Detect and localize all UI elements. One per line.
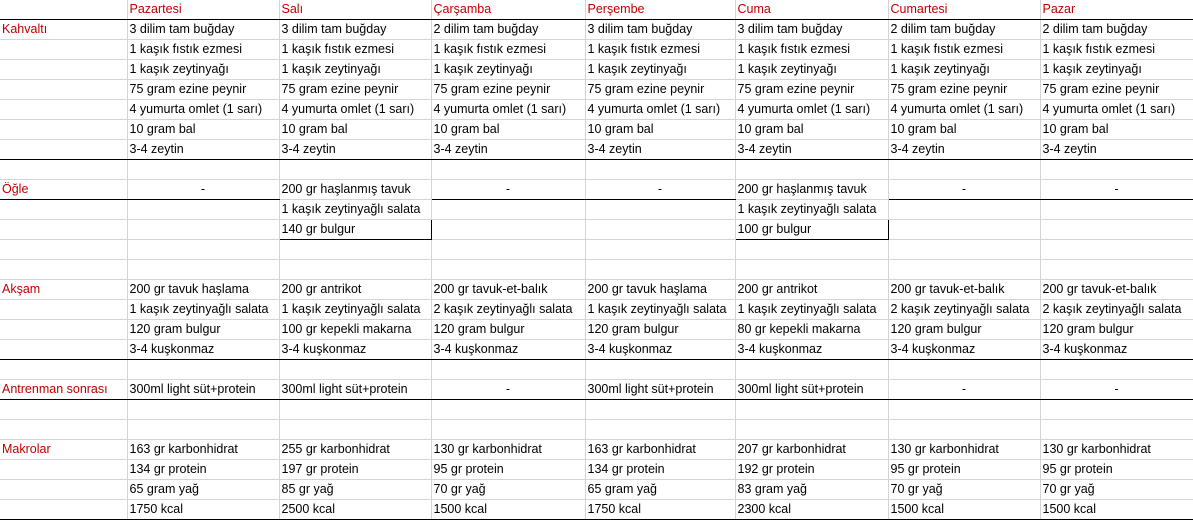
meal-cell-pazartesi[interactable]: 3-4 zeytin: [127, 140, 279, 160]
label-cell[interactable]: [0, 220, 127, 240]
empty-cell[interactable]: [1040, 400, 1193, 420]
corner-cell[interactable]: [0, 0, 127, 20]
meal-cell-sali[interactable]: 140 gr bulgur: [279, 220, 431, 240]
sheet-row: [0, 160, 1193, 180]
meal-cell-carsamba[interactable]: 3-4 kuşkonmaz: [431, 340, 585, 360]
meal-cell-carsamba[interactable]: -: [431, 180, 585, 200]
meal-cell-persembe[interactable]: 3 dilim tam buğday: [585, 20, 735, 40]
meal-cell-sali[interactable]: 1 kaşık zeytinyağlı salata: [279, 200, 431, 220]
meal-cell-pazartesi[interactable]: 1 kaşık zeytinyağlı salata: [127, 300, 279, 320]
meal-cell-sali[interactable]: 300ml light süt+protein: [279, 380, 431, 400]
meal-cell-cuma[interactable]: 10 gram bal: [735, 120, 888, 140]
meal-cell-cuma[interactable]: 300ml light süt+protein: [735, 380, 888, 400]
empty-cell[interactable]: [735, 400, 888, 420]
empty-cell[interactable]: [1040, 240, 1193, 260]
sheet-row: [0, 40, 1193, 60]
empty-cell[interactable]: [888, 400, 1040, 420]
meal-cell-pazartesi[interactable]: [127, 220, 279, 240]
sheet-row: [0, 20, 1193, 40]
meal-cell-sali[interactable]: 1 kaşık zeytinyağlı salata: [279, 300, 431, 320]
meal-cell-persembe[interactable]: [585, 200, 735, 220]
label-cell[interactable]: [0, 460, 127, 480]
meal-cell-persembe[interactable]: 1 kaşık zeytinyağlı salata: [585, 300, 735, 320]
meal-cell-sali[interactable]: 200 gr antrikot: [279, 280, 431, 300]
meal-cell-sali[interactable]: 1 kaşık zeytinyağı: [279, 60, 431, 80]
empty-cell[interactable]: [735, 160, 888, 180]
meal-cell-sali[interactable]: 255 gr karbonhidrat: [279, 440, 431, 460]
meal-cell-carsamba[interactable]: 200 gr tavuk-et-balık: [431, 280, 585, 300]
meal-cell-cuma[interactable]: 4 yumurta omlet (1 sarı): [735, 100, 888, 120]
meal-cell-cumartesi[interactable]: 120 gram bulgur: [888, 320, 1040, 340]
label-cell[interactable]: [0, 200, 127, 220]
label-cell[interactable]: [0, 360, 127, 380]
meal-cell-pazar[interactable]: 2 kaşık zeytinyağlı salata: [1040, 300, 1193, 320]
sheet-row: [0, 460, 1193, 480]
row-label-ogle[interactable]: Öğle: [0, 180, 127, 200]
empty-cell[interactable]: [431, 400, 585, 420]
meal-cell-carsamba[interactable]: 70 gr yağ: [431, 480, 585, 500]
sheet-row: [0, 60, 1193, 80]
meal-cell-persembe[interactable]: 1 kaşık zeytinyağı: [585, 60, 735, 80]
meal-cell-pazar[interactable]: [1040, 220, 1193, 240]
meal-cell-cuma[interactable]: 200 gr haşlanmış tavuk: [735, 180, 888, 200]
empty-cell[interactable]: [888, 260, 1040, 280]
meal-cell-pazartesi[interactable]: 1 kaşık fıstık ezmesi: [127, 40, 279, 60]
meal-cell-sali[interactable]: 100 gr kepekli makarna: [279, 320, 431, 340]
meal-cell-cumartesi[interactable]: 130 gr karbonhidrat: [888, 440, 1040, 460]
meal-cell-persembe[interactable]: 65 gram yağ: [585, 480, 735, 500]
label-cell[interactable]: [0, 100, 127, 120]
empty-cell[interactable]: [127, 420, 279, 440]
meal-cell-pazar[interactable]: 95 gr protein: [1040, 460, 1193, 480]
empty-cell[interactable]: [1040, 420, 1193, 440]
sheet-row: [0, 200, 1193, 220]
meal-cell-persembe[interactable]: -: [585, 180, 735, 200]
empty-cell[interactable]: [888, 420, 1040, 440]
meal-cell-cuma[interactable]: 207 gr karbonhidrat: [735, 440, 888, 460]
sheet-row: [0, 320, 1193, 340]
row-label-kahvalti[interactable]: Kahvaltı: [0, 20, 127, 40]
label-cell[interactable]: [0, 140, 127, 160]
row-label-antrenman-sonrasi[interactable]: Antrenman sonrası: [0, 380, 127, 400]
meal-cell-sali[interactable]: 3 dilim tam buğday: [279, 20, 431, 40]
empty-cell[interactable]: [1040, 160, 1193, 180]
meal-cell-sali[interactable]: 2500 kcal: [279, 500, 431, 520]
sheet-row: [0, 260, 1193, 280]
empty-cell[interactable]: [127, 260, 279, 280]
meal-cell-sali[interactable]: 75 gram ezine peynir: [279, 80, 431, 100]
meal-cell-carsamba[interactable]: 4 yumurta omlet (1 sarı): [431, 100, 585, 120]
sheet-row: [0, 500, 1193, 520]
empty-cell[interactable]: [888, 160, 1040, 180]
meal-cell-cuma[interactable]: 75 gram ezine peynir: [735, 80, 888, 100]
meal-cell-persembe[interactable]: 200 gr tavuk haşlama: [585, 280, 735, 300]
empty-cell[interactable]: [431, 160, 585, 180]
empty-cell[interactable]: [585, 360, 735, 380]
meal-cell-carsamba[interactable]: 95 gr protein: [431, 460, 585, 480]
meal-cell-cumartesi[interactable]: 1 kaşık fıstık ezmesi: [888, 40, 1040, 60]
meal-cell-pazar[interactable]: 1500 kcal: [1040, 500, 1193, 520]
label-cell[interactable]: [0, 480, 127, 500]
sheet-row: [0, 480, 1193, 500]
label-cell[interactable]: [0, 40, 127, 60]
sheet-row: [0, 420, 1193, 440]
row-label-aksam[interactable]: Akşam: [0, 280, 127, 300]
meal-cell-cumartesi[interactable]: 200 gr tavuk-et-balık: [888, 280, 1040, 300]
row-label-makrolar[interactable]: Makrolar: [0, 440, 127, 460]
day-header-pazartesi[interactable]: Pazartesi: [127, 0, 279, 20]
meal-cell-cumartesi[interactable]: 1 kaşık zeytinyağı: [888, 60, 1040, 80]
meal-cell-cumartesi[interactable]: 2 dilim tam buğday: [888, 20, 1040, 40]
meal-cell-persembe[interactable]: 134 gr protein: [585, 460, 735, 480]
empty-cell[interactable]: [279, 160, 431, 180]
meal-cell-cumartesi[interactable]: 3-4 zeytin: [888, 140, 1040, 160]
meal-cell-cuma[interactable]: 100 gr bulgur: [735, 220, 888, 240]
empty-cell[interactable]: [585, 240, 735, 260]
empty-cell[interactable]: [279, 400, 431, 420]
meal-cell-cumartesi[interactable]: 2 kaşık zeytinyağlı salata: [888, 300, 1040, 320]
meal-cell-pazartesi[interactable]: 1750 kcal: [127, 500, 279, 520]
meal-cell-pazar[interactable]: 75 gram ezine peynir: [1040, 80, 1193, 100]
meal-cell-cuma[interactable]: 83 gram yağ: [735, 480, 888, 500]
empty-cell[interactable]: [735, 420, 888, 440]
label-cell[interactable]: [0, 120, 127, 140]
label-cell[interactable]: [0, 260, 127, 280]
empty-cell[interactable]: [127, 360, 279, 380]
empty-cell[interactable]: [585, 420, 735, 440]
meal-cell-carsamba[interactable]: 10 gram bal: [431, 120, 585, 140]
meal-cell-sali[interactable]: 197 gr protein: [279, 460, 431, 480]
empty-cell[interactable]: [279, 360, 431, 380]
meal-cell-pazartesi[interactable]: 4 yumurta omlet (1 sarı): [127, 100, 279, 120]
meal-cell-pazar[interactable]: 200 gr tavuk-et-balık: [1040, 280, 1193, 300]
sheet-row: [0, 140, 1193, 160]
meal-cell-pazar[interactable]: 130 gr karbonhidrat: [1040, 440, 1193, 460]
meal-cell-persembe[interactable]: 163 gr karbonhidrat: [585, 440, 735, 460]
sheet-row: [0, 340, 1193, 360]
sheet-row: [0, 80, 1193, 100]
day-header-cumartesi[interactable]: Cumartesi: [888, 0, 1040, 20]
meal-cell-cumartesi[interactable]: 4 yumurta omlet (1 sarı): [888, 100, 1040, 120]
meal-cell-pazartesi[interactable]: 300ml light süt+protein: [127, 380, 279, 400]
label-cell[interactable]: [0, 160, 127, 180]
day-header-pazar[interactable]: Pazar: [1040, 0, 1193, 20]
meal-cell-carsamba[interactable]: [431, 200, 585, 220]
meal-cell-pazar[interactable]: -: [1040, 180, 1193, 200]
empty-cell[interactable]: [585, 400, 735, 420]
label-cell[interactable]: [0, 420, 127, 440]
meal-cell-persembe[interactable]: 300ml light süt+protein: [585, 380, 735, 400]
empty-cell[interactable]: [888, 360, 1040, 380]
empty-cell[interactable]: [888, 240, 1040, 260]
meal-cell-carsamba[interactable]: 1 kaşık fıstık ezmesi: [431, 40, 585, 60]
label-cell[interactable]: [0, 500, 127, 520]
empty-cell[interactable]: [431, 240, 585, 260]
meal-cell-pazartesi[interactable]: 134 gr protein: [127, 460, 279, 480]
meal-cell-sali[interactable]: 85 gr yağ: [279, 480, 431, 500]
meal-cell-pazartesi[interactable]: 3-4 kuşkonmaz: [127, 340, 279, 360]
empty-cell[interactable]: [127, 160, 279, 180]
meal-cell-carsamba[interactable]: -: [431, 380, 585, 400]
meal-cell-cumartesi[interactable]: 75 gram ezine peynir: [888, 80, 1040, 100]
meal-cell-sali[interactable]: 1 kaşık fıstık ezmesi: [279, 40, 431, 60]
meal-cell-pazartesi[interactable]: 163 gr karbonhidrat: [127, 440, 279, 460]
meal-cell-carsamba[interactable]: 1500 kcal: [431, 500, 585, 520]
sheet-row: [0, 220, 1193, 240]
meal-cell-sali[interactable]: 10 gram bal: [279, 120, 431, 140]
meal-cell-persembe[interactable]: 1 kaşık fıstık ezmesi: [585, 40, 735, 60]
meal-cell-cumartesi[interactable]: 70 gr yağ: [888, 480, 1040, 500]
day-header-cuma[interactable]: Cuma: [735, 0, 888, 20]
meal-cell-persembe[interactable]: 3-4 kuşkonmaz: [585, 340, 735, 360]
sheet-row: [0, 100, 1193, 120]
meal-cell-pazar[interactable]: -: [1040, 380, 1193, 400]
meal-cell-pazartesi[interactable]: [127, 200, 279, 220]
meal-cell-persembe[interactable]: 10 gram bal: [585, 120, 735, 140]
meal-cell-pazar[interactable]: 4 yumurta omlet (1 sarı): [1040, 100, 1193, 120]
meal-cell-cuma[interactable]: 1 kaşık zeytinyağlı salata: [735, 300, 888, 320]
day-header-sali[interactable]: Salı: [279, 0, 431, 20]
label-cell[interactable]: [0, 60, 127, 80]
sheet-row: [0, 440, 1193, 460]
sheet-row: [0, 300, 1193, 320]
empty-cell[interactable]: [735, 360, 888, 380]
label-cell[interactable]: [0, 340, 127, 360]
empty-cell[interactable]: [127, 240, 279, 260]
meal-cell-carsamba[interactable]: 2 kaşık zeytinyağlı salata: [431, 300, 585, 320]
meal-cell-cuma[interactable]: 3-4 kuşkonmaz: [735, 340, 888, 360]
meal-cell-carsamba[interactable]: 1 kaşık zeytinyağı: [431, 60, 585, 80]
empty-cell[interactable]: [431, 420, 585, 440]
meal-cell-pazar[interactable]: 10 gram bal: [1040, 120, 1193, 140]
meal-cell-cuma[interactable]: 1 kaşık fıstık ezmesi: [735, 40, 888, 60]
meal-cell-cumartesi[interactable]: [888, 220, 1040, 240]
meal-cell-pazar[interactable]: 120 gram bulgur: [1040, 320, 1193, 340]
meal-cell-cuma[interactable]: 80 gr kepekli makarna: [735, 320, 888, 340]
day-header-persembe[interactable]: Perşembe: [585, 0, 735, 20]
meal-cell-cuma[interactable]: 1 kaşık zeytinyağlı salata: [735, 200, 888, 220]
meal-cell-pazar[interactable]: 1 kaşık zeytinyağı: [1040, 60, 1193, 80]
empty-cell[interactable]: [279, 420, 431, 440]
meal-cell-carsamba[interactable]: 2 dilim tam buğday: [431, 20, 585, 40]
meal-cell-cumartesi[interactable]: -: [888, 380, 1040, 400]
meal-cell-pazar[interactable]: 1 kaşık fıstık ezmesi: [1040, 40, 1193, 60]
label-cell[interactable]: [0, 320, 127, 340]
meal-cell-persembe[interactable]: 4 yumurta omlet (1 sarı): [585, 100, 735, 120]
empty-cell[interactable]: [735, 240, 888, 260]
meal-cell-cuma[interactable]: 3-4 zeytin: [735, 140, 888, 160]
meal-cell-cumartesi[interactable]: 3-4 kuşkonmaz: [888, 340, 1040, 360]
empty-cell[interactable]: [585, 160, 735, 180]
sheet-row: [0, 380, 1193, 400]
empty-cell[interactable]: [431, 360, 585, 380]
sheet-row: [0, 360, 1193, 380]
meal-cell-sali[interactable]: 4 yumurta omlet (1 sarı): [279, 100, 431, 120]
meal-cell-sali[interactable]: 3-4 zeytin: [279, 140, 431, 160]
meal-cell-cumartesi[interactable]: 1500 kcal: [888, 500, 1040, 520]
meal-cell-persembe[interactable]: 3-4 zeytin: [585, 140, 735, 160]
meal-cell-pazartesi[interactable]: 75 gram ezine peynir: [127, 80, 279, 100]
meal-cell-carsamba[interactable]: 3-4 zeytin: [431, 140, 585, 160]
sheet-row: [0, 400, 1193, 420]
meal-cell-pazartesi[interactable]: 65 gram yağ: [127, 480, 279, 500]
meal-cell-cumartesi[interactable]: 95 gr protein: [888, 460, 1040, 480]
meal-cell-persembe[interactable]: [585, 220, 735, 240]
meal-cell-carsamba[interactable]: [431, 220, 585, 240]
empty-cell[interactable]: [127, 400, 279, 420]
label-cell[interactable]: [0, 80, 127, 100]
sheet-row: [0, 180, 1193, 200]
meal-cell-persembe[interactable]: 75 gram ezine peynir: [585, 80, 735, 100]
meal-cell-sali[interactable]: 200 gr haşlanmış tavuk: [279, 180, 431, 200]
empty-cell[interactable]: [1040, 360, 1193, 380]
sheet-row: [0, 280, 1193, 300]
day-header-carsamba[interactable]: Çarşamba: [431, 0, 585, 20]
meal-cell-pazar[interactable]: 3-4 kuşkonmaz: [1040, 340, 1193, 360]
meal-cell-carsamba[interactable]: 120 gram bulgur: [431, 320, 585, 340]
empty-cell[interactable]: [431, 260, 585, 280]
meal-cell-cumartesi[interactable]: [888, 200, 1040, 220]
meal-cell-pazartesi[interactable]: 200 gr tavuk haşlama: [127, 280, 279, 300]
empty-cell[interactable]: [1040, 260, 1193, 280]
meal-cell-carsamba[interactable]: 75 gram ezine peynir: [431, 80, 585, 100]
meal-cell-cuma[interactable]: 192 gr protein: [735, 460, 888, 480]
empty-cell[interactable]: [279, 240, 431, 260]
meal-cell-cuma[interactable]: 3 dilim tam buğday: [735, 20, 888, 40]
meal-cell-pazar[interactable]: 3-4 zeytin: [1040, 140, 1193, 160]
meal-cell-cuma[interactable]: 1 kaşık zeytinyağı: [735, 60, 888, 80]
meal-cell-pazar[interactable]: 2 dilim tam buğday: [1040, 20, 1193, 40]
meal-cell-pazar[interactable]: 70 gr yağ: [1040, 480, 1193, 500]
meal-cell-persembe[interactable]: 120 gram bulgur: [585, 320, 735, 340]
meal-cell-cuma[interactable]: 200 gr antrikot: [735, 280, 888, 300]
meal-cell-pazartesi[interactable]: 10 gram bal: [127, 120, 279, 140]
empty-cell[interactable]: [279, 260, 431, 280]
meal-cell-persembe[interactable]: 1750 kcal: [585, 500, 735, 520]
label-cell[interactable]: [0, 300, 127, 320]
label-cell[interactable]: [0, 240, 127, 260]
meal-cell-carsamba[interactable]: 130 gr karbonhidrat: [431, 440, 585, 460]
sheet-row: [0, 120, 1193, 140]
empty-cell[interactable]: [735, 260, 888, 280]
meal-cell-pazartesi[interactable]: 3 dilim tam buğday: [127, 20, 279, 40]
meal-cell-sali[interactable]: 3-4 kuşkonmaz: [279, 340, 431, 360]
meal-cell-cuma[interactable]: 2300 kcal: [735, 500, 888, 520]
sheet-row: [0, 240, 1193, 260]
meal-cell-pazartesi[interactable]: 1 kaşık zeytinyağı: [127, 60, 279, 80]
meal-cell-cumartesi[interactable]: 10 gram bal: [888, 120, 1040, 140]
empty-cell[interactable]: [585, 260, 735, 280]
label-cell[interactable]: [0, 400, 127, 420]
meal-cell-pazartesi[interactable]: -: [127, 180, 279, 200]
meal-cell-pazartesi[interactable]: 120 gram bulgur: [127, 320, 279, 340]
meal-cell-cumartesi[interactable]: -: [888, 180, 1040, 200]
header-row: [0, 0, 1193, 20]
meal-cell-pazar[interactable]: [1040, 200, 1193, 220]
